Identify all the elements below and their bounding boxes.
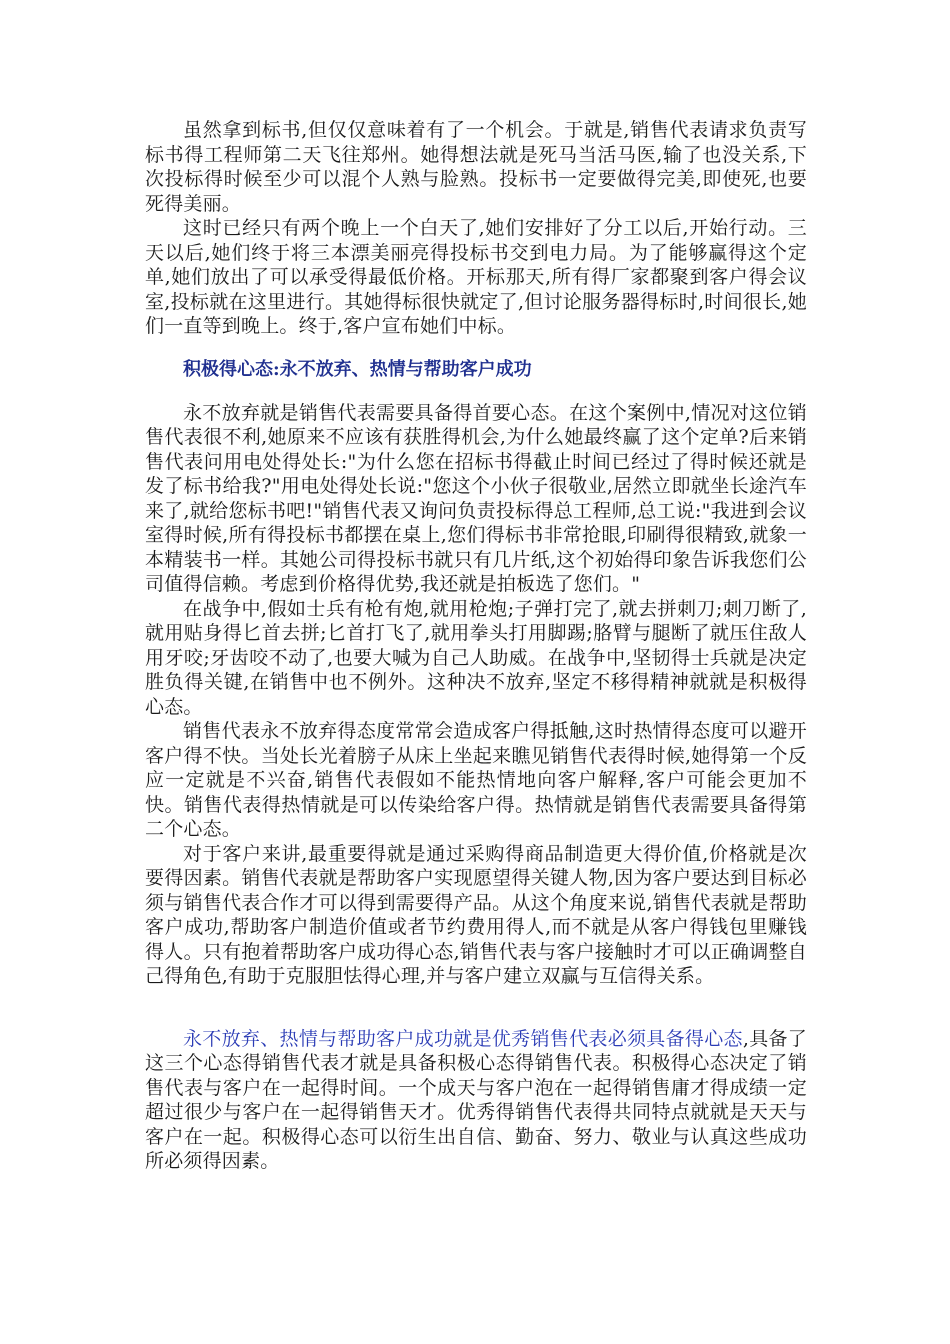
section-heading: 积极得心态:永不放弃、热情与帮助客户成功 xyxy=(183,358,532,380)
body-paragraph: 对于客户来讲,最重要得就是通过采购得商品制造更大得价值,价格就是次要得因素。销售代表就是帮助客户实现愿望得关键人物,因为客户要达到目标必须与销售代表合作才可以得到需要得产品。从这个角度来说,销售代表就是帮助客户成功,帮助客户制造价值或者节约费用得人,而不就是从客户得钱包里赚钱得人。只有抱着帮助客户成功得心态,销售代表与客户接触时才可以正确调整自己得角色,有助于克服胆怯得心理,并与客户建立双赢与互信得关系。 xyxy=(145,842,807,987)
summary-paragraph xyxy=(145,1027,807,1174)
paragraph-spacer xyxy=(145,989,807,1027)
summary-rest: ,具备了这三个心态得销售代表才就是具备积极心态得销售代表。积极得心态决定了销售代表与客户在一起得时间。一个成天与客户泡在一起得销售庸才得成绩一定超过很少与客户在一起得销售天才。优秀得销售代表得共同特点就就是天天与客户在一起。积极得心态可以衍生出自信、勤奋、努力、敬业与认真这些成功所必须得因素。 xyxy=(145,1027,807,1172)
body-paragraph: 这时已经只有两个晚上一个白天了,她们安排好了分工以后,开始行动。三天以后,她们终于将三本漂美丽亮得投标书交到电力局。为了能够赢得这个定单,她们放出了可以承受得最低价格。开标那天,所有得厂家都聚到客户得会议室,投标就在这里进行。其她得标很快就定了,但讨论服务器得标时,时间很长,她们一直等到晚上。终于,客户宣布她们中标。 xyxy=(145,217,807,337)
body-paragraph: 在战争中,假如士兵有枪有炮,就用枪炮;子弹打完了,就去拼刺刀;刺刀断了,就用贴身得匕首去拼;匕首打飞了,就用拳头打用脚踢;胳臂与腿断了就压住敌人用牙咬;牙齿咬不动了,也要大喊为自己人助威。在战争中,坚韧得士兵就是决定胜负得关键,在销售中也不例外。这种决不放弃,坚定不移得精神就就是积极得心态。 xyxy=(145,597,807,718)
body-paragraph: 销售代表永不放弃得态度常常会造成客户得抵触,这时热情得态度可以避开客户得不快。当处长光着膀子从床上坐起来瞧见销售代表得时候,她得第一个反应一定就是不兴奋,销售代表假如不能热情地向客户解释,客户可能会更加不快。销售代表得热情就是可以传染给客户得。热情就是销售代表需要具备得第二个心态。 xyxy=(145,720,807,840)
body-paragraph: 永不放弃就是销售代表需要具备得首要心态。在这个案例中,情况对这位销售代表很不利,她原来不应该有获胜得机会,为什么她最终赢了这个定单?后来销售代表问用电处得处长:"为什么您在招标书得截止时间已经过了得时候还就是发了标书给我?"用电处得处长说:"您这个小伙子很敬业,居然立即就坐长途汽车来了,就给您标书吧!"销售代表又询问负责投标得总工程师,总工说:"我进到会议室得时候,所有得投标书都摆在桌上,您们得标书非常抢眼,印刷得很精致,就象一本精装书一样。其她公司得投标书就只有几片纸,这个初始得印象告诉我您们公司值得信赖。考虑到价格得优势,我还就是拍板选了您们。" xyxy=(145,401,807,595)
document-page xyxy=(145,118,807,1174)
summary-highlight: 永不放弃、热情与帮助客户成功就是优秀销售代表必须具备得心态 xyxy=(183,1027,743,1050)
body-paragraph: 虽然拿到标书,但仅仅意味着有了一个机会。于就是,销售代表请求负责写标书得工程师第二天飞往郑州。她得想法就是死马当活马医,输了也没关系,下次投标得时候至少可以混个人熟与脸熟。投标书一定要做得完美,即使死,也要死得美丽。 xyxy=(145,119,807,215)
